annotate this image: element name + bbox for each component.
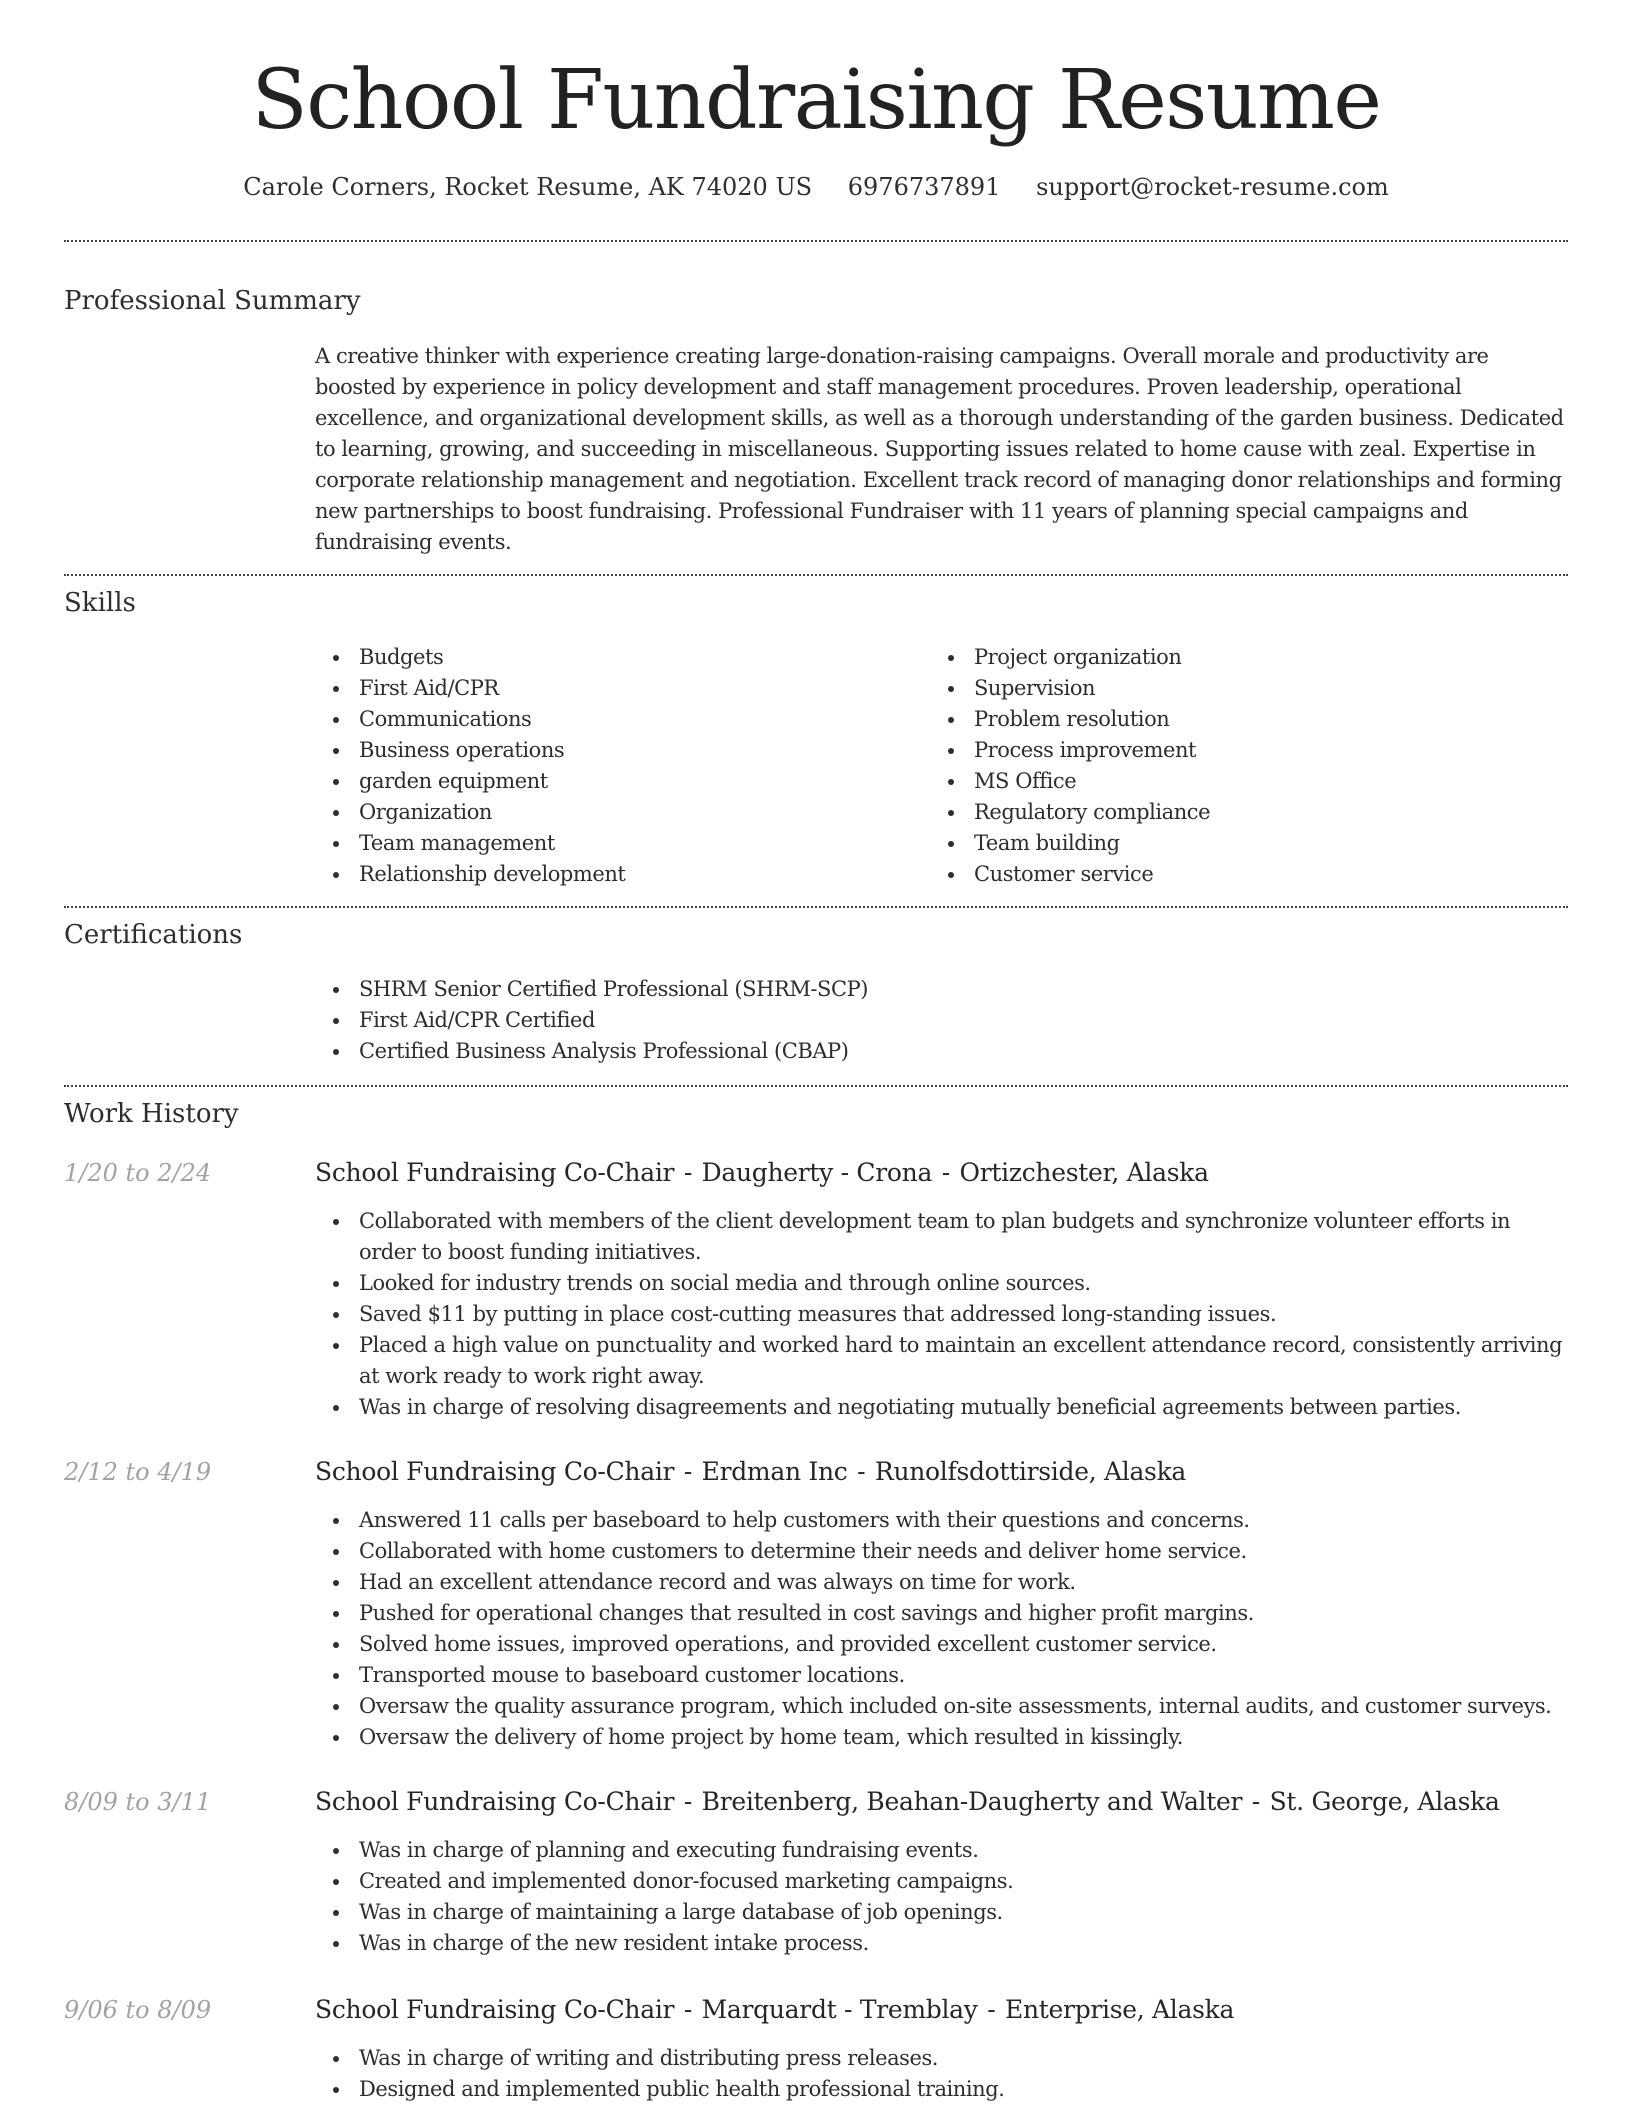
- skill-item: Organization: [315, 797, 915, 828]
- certification-item: SHRM Senior Certified Professional (SHRM-SCP): [315, 974, 1568, 1005]
- job-company: Breitenberg, Beahan-Daugherty and Walter: [701, 1787, 1243, 1816]
- skill-item: MS Office: [930, 766, 1530, 797]
- job-header: School Fundraising Co-Chair - Daugherty - Crona - Ortizchester, Alaska: [315, 1158, 1209, 1187]
- contact-address: Carole Corners, Rocket Resume, AK 74020 US: [243, 173, 813, 201]
- job-bullet: Looked for industry trends on social media and through online sources.: [315, 1268, 1568, 1299]
- job-bullets: [315, 1835, 1568, 1959]
- skill-item: Project organization: [930, 642, 1530, 673]
- summary-text: A creative thinker with experience creating large-donation-raising campaigns. Overall morale and productivity are boosted by experience in policy development and staff management procedures. Proven leadership, operational excellence, and organizational development skills, as well as a thorough understanding of the garden business. Dedicated to learning, growing, and succeeding in miscellaneous. Supporting issues related to home cause with zeal. Expertise in corporate relationship management and negotiation. Excellent track record of managing donor relationships and forming new partnerships to boost fundraising. Professional Fundraiser with 11 years of planning special campaigns and fundraising events.: [315, 344, 1564, 554]
- skill-item: Relationship development: [315, 859, 915, 890]
- job-bullet: Was in charge of resolving disagreements and negotiating mutually beneficial agreements between parties.: [315, 1392, 1568, 1423]
- job-title: School Fundraising Co-Chair: [315, 1457, 675, 1486]
- job-title: School Fundraising Co-Chair: [315, 1995, 675, 2024]
- job-title: School Fundraising Co-Chair: [315, 1787, 675, 1816]
- contact-email: support@rocket-resume.com: [1036, 173, 1389, 201]
- certifications-list: [315, 974, 1568, 1067]
- skill-item: Budgets: [315, 642, 915, 673]
- skill-item: Business operations: [315, 735, 915, 766]
- job-location: St. George, Alaska: [1269, 1787, 1500, 1816]
- certifications-heading: Certifications: [64, 920, 243, 950]
- work-heading: Work History: [64, 1099, 239, 1129]
- skill-item: Supervision: [930, 673, 1530, 704]
- job-title: School Fundraising Co-Chair: [315, 1158, 675, 1187]
- section-divider: [64, 574, 1568, 576]
- skill-item: Communications: [315, 704, 915, 735]
- job-bullet: Created and implemented donor-focused marketing campaigns.: [315, 1866, 1568, 1897]
- contact-line: [64, 170, 1568, 204]
- job-location: Ortizchester, Alaska: [959, 1158, 1209, 1187]
- job-header: School Fundraising Co-Chair - Breitenberg, Beahan-Daugherty and Walter - St. George, Alaska: [315, 1787, 1500, 1816]
- job-bullet: Had an excellent attendance record and was always on time for work.: [315, 1567, 1568, 1598]
- job-bullet: Answered 11 calls per baseboard to help customers with their questions and concerns.: [315, 1505, 1568, 1536]
- job-company: Daugherty - Crona: [701, 1158, 933, 1187]
- skill-item: Process improvement: [930, 735, 1530, 766]
- section-divider: [64, 1085, 1568, 1087]
- job-company: Erdman Inc: [701, 1457, 848, 1486]
- contact-phone: 6976737891: [847, 173, 1001, 201]
- skills-heading: Skills: [64, 588, 136, 618]
- job-bullet: Was in charge of planning and executing fundraising events.: [315, 1835, 1568, 1866]
- job-bullets: [315, 1505, 1568, 1753]
- job-dates: 8/09 to 3/11: [64, 1788, 212, 1816]
- section-divider: [64, 906, 1568, 908]
- resume-title: School Fundraising Resume: [251, 53, 1381, 148]
- job-bullet: Was in charge of writing and distributing press releases.: [315, 2043, 1568, 2074]
- certification-item: First Aid/CPR Certified: [315, 1005, 1568, 1036]
- skills-list-left: [315, 642, 915, 890]
- job-company: Marquardt - Tremblay: [701, 1995, 978, 2024]
- job-bullet: Pushed for operational changes that resulted in cost savings and higher profit margins.: [315, 1598, 1568, 1629]
- job-bullet: Solved home issues, improved operations, and provided excellent customer service.: [315, 1629, 1568, 1660]
- job-dates: 9/06 to 8/09: [64, 1996, 212, 2024]
- job-bullet: Collaborated with members of the client development team to plan budgets and synchronize volunteer efforts in order to boost funding initiatives.: [315, 1206, 1568, 1268]
- job-bullet: Placed a high value on punctuality and worked hard to maintain an excellent attendance record, consistently arriving at work ready to work right away.: [315, 1330, 1568, 1392]
- job-bullet: Collaborated with home customers to determine their needs and deliver home service.: [315, 1536, 1568, 1567]
- skill-item: Team management: [315, 828, 915, 859]
- job-bullet: Oversaw the delivery of home project by home team, which resulted in kissingly.: [315, 1722, 1568, 1753]
- job-bullet: Oversaw the quality assurance program, which included on-site assessments, internal audits, and customer surveys.: [315, 1691, 1568, 1722]
- skill-item: First Aid/CPR: [315, 673, 915, 704]
- job-bullet: Was in charge of the new resident intake process.: [315, 1928, 1568, 1959]
- job-dates: 1/20 to 2/24: [64, 1159, 212, 1187]
- job-bullets: [315, 2043, 1568, 2105]
- job-bullet: Saved $11 by putting in place cost-cutting measures that addressed long-standing issues.: [315, 1299, 1568, 1330]
- job-bullet: Transported mouse to baseboard customer locations.: [315, 1660, 1568, 1691]
- skill-item: garden equipment: [315, 766, 915, 797]
- section-divider: [64, 240, 1568, 242]
- skills-list-right: [930, 642, 1530, 890]
- skill-item: Regulatory compliance: [930, 797, 1530, 828]
- certification-item: Certified Business Analysis Professional (CBAP): [315, 1036, 1568, 1067]
- job-header: School Fundraising Co-Chair - Marquardt - Tremblay - Enterprise, Alaska: [315, 1995, 1235, 2024]
- job-dates: 2/12 to 4/19: [64, 1458, 212, 1486]
- job-location: Runolfsdottirside, Alaska: [874, 1457, 1187, 1486]
- skill-item: Problem resolution: [930, 704, 1530, 735]
- job-location: Enterprise, Alaska: [1005, 1995, 1235, 2024]
- job-bullets: [315, 1206, 1568, 1423]
- skill-item: Team building: [930, 828, 1530, 859]
- job-header: School Fundraising Co-Chair - Erdman Inc - Runolfsdottirside, Alaska: [315, 1457, 1187, 1486]
- job-bullet: Was in charge of maintaining a large database of job openings.: [315, 1897, 1568, 1928]
- summary-heading: Professional Summary: [64, 286, 361, 316]
- job-bullet: Designed and implemented public health professional training.: [315, 2074, 1568, 2105]
- skill-item: Customer service: [930, 859, 1530, 890]
